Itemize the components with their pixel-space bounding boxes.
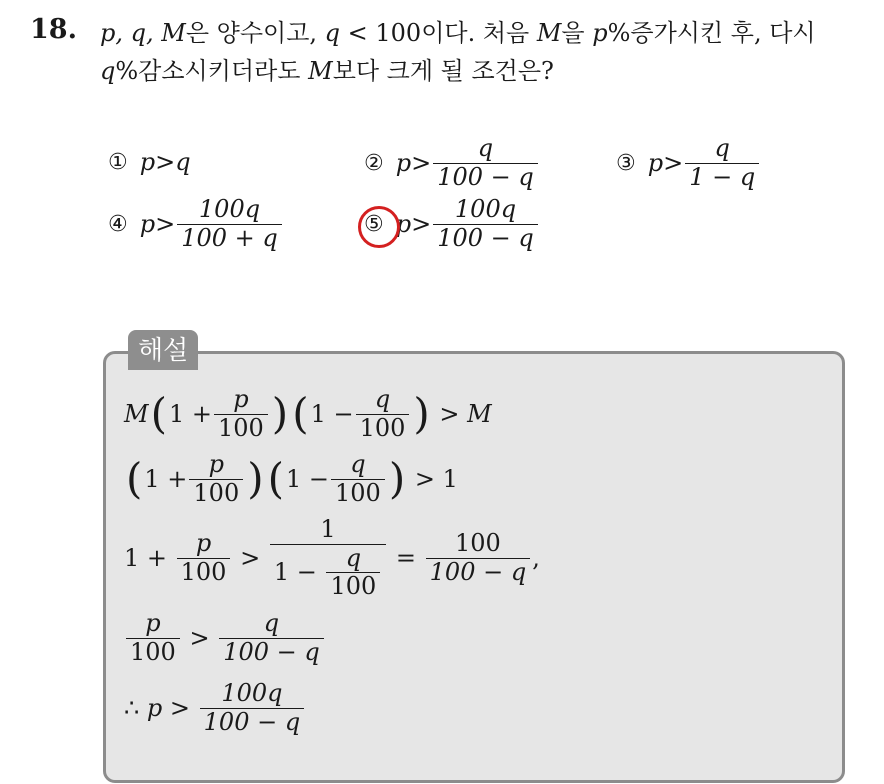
denominator: 100 − q (426, 558, 531, 587)
text: 은 양수이고, (185, 19, 325, 47)
lhs: p (146, 694, 163, 723)
text: 1 + (168, 400, 212, 429)
numerator: q (374, 385, 391, 413)
fraction (219, 610, 324, 666)
op: > (155, 210, 176, 239)
text: 보다 크게 될 조건은? (332, 57, 554, 85)
numerator: q (345, 543, 362, 572)
paren: ( (267, 454, 284, 504)
denominator: 100 − q (433, 163, 538, 192)
solution-line-4 (124, 610, 326, 666)
numerator: 100 (455, 529, 501, 558)
choice-mark-circled (364, 212, 384, 237)
denominator: 100 (126, 638, 180, 667)
fraction (356, 386, 410, 442)
lhs: p (395, 210, 412, 239)
denominator: 100 − q (433, 224, 538, 253)
fraction (126, 610, 180, 666)
op: = (388, 544, 424, 573)
lhs: p (139, 148, 156, 176)
choice-3[interactable] (616, 135, 761, 191)
solution-line-1 (124, 386, 492, 442)
numerator: q (263, 609, 280, 637)
numerator: 100q (454, 195, 517, 223)
fraction (214, 386, 268, 442)
fraction (177, 196, 282, 252)
fraction (433, 196, 538, 252)
denominator: 100 − q (219, 638, 324, 667)
red-circle-annotation (358, 206, 400, 248)
inner-fraction (326, 545, 380, 601)
denominator: 100 (326, 572, 380, 601)
op: > (181, 624, 218, 653)
numerator: p (233, 385, 249, 413)
denominator: 100 (177, 558, 231, 587)
op: > (232, 544, 268, 573)
op: > (411, 149, 432, 178)
choice-4[interactable] (108, 196, 284, 252)
op: > (663, 149, 684, 178)
choice-2[interactable] (364, 135, 540, 191)
paren: ) (247, 454, 264, 504)
denominator: 100 (356, 414, 410, 443)
var-M: M (536, 19, 562, 47)
text: %감소시키더라도 (115, 57, 309, 85)
comma: , (532, 544, 540, 573)
op: > (407, 465, 443, 494)
complex-fraction (270, 516, 386, 601)
numerator: q (350, 450, 366, 478)
fraction (331, 451, 385, 507)
fraction (200, 680, 305, 736)
text: 1 − (286, 465, 330, 494)
paren: ( (292, 389, 309, 439)
paren: ) (388, 454, 406, 504)
lhs: p (647, 149, 664, 178)
fraction (433, 135, 538, 191)
lhs: p (139, 210, 156, 239)
rhs: M (467, 400, 492, 429)
text: 1 + (124, 544, 175, 573)
denominator: 100 − q (200, 708, 305, 737)
fraction (189, 451, 243, 507)
denominator: 100 (214, 414, 268, 443)
text: %증가시킨 후, 다시 (607, 19, 816, 47)
numerator: p (208, 450, 224, 478)
var-q: q (324, 19, 341, 47)
choice-1[interactable] (108, 148, 191, 176)
variables: p, q, M (100, 19, 186, 47)
text: 을 (561, 19, 593, 47)
numerator: 100q (198, 195, 261, 223)
var-p: p (592, 19, 608, 47)
op: > (411, 210, 432, 239)
numerator: q (714, 134, 730, 162)
paren: ) (413, 389, 430, 439)
numerator: 1 (320, 515, 336, 543)
denominator: 100 (189, 479, 243, 508)
op: > (431, 400, 468, 429)
text: 이다. 처음 (421, 19, 537, 47)
numerator: q (477, 134, 494, 162)
denominator: 100 (331, 479, 385, 508)
var-M: M (124, 400, 149, 429)
problem-number: 18. (30, 14, 77, 45)
rhs: 1 (442, 465, 458, 494)
solution-tab: 해설 (128, 330, 198, 370)
choice-5[interactable] (364, 196, 540, 252)
paren: ( (126, 454, 143, 504)
problem-line-2 (100, 56, 554, 86)
solution-line-3 (124, 516, 540, 601)
op: > (155, 148, 176, 176)
var-q: q (100, 57, 116, 85)
choice-mark: ① (108, 149, 128, 175)
condition: < 100 (340, 19, 422, 47)
text: 1 − (273, 557, 325, 586)
fraction (685, 135, 759, 191)
var-M: M (308, 57, 333, 85)
choice-mark: ④ (108, 211, 128, 237)
fraction (426, 530, 531, 586)
solution-line-5 (124, 680, 306, 736)
paren: ) (271, 389, 289, 439)
denominator (270, 544, 386, 601)
choice-mark: ③ (616, 150, 636, 176)
lhs: p (395, 149, 412, 178)
denominator: 100 + q (177, 224, 282, 253)
text: 1 + (144, 465, 188, 494)
text: 1 − (310, 400, 354, 429)
solution-line-2 (124, 451, 458, 507)
numerator: p (195, 529, 212, 558)
denominator: 1 − q (685, 163, 759, 192)
choice-mark: ⑤ (364, 211, 384, 237)
therefore: ∴ (124, 694, 147, 723)
paren: ( (150, 389, 167, 439)
numerator: 100q (221, 679, 283, 707)
rhs: q (175, 148, 191, 176)
choice-mark: ② (364, 150, 384, 176)
fraction (177, 530, 231, 586)
numerator: p (145, 609, 161, 637)
problem-line-1 (100, 18, 816, 48)
op: > (162, 694, 198, 723)
